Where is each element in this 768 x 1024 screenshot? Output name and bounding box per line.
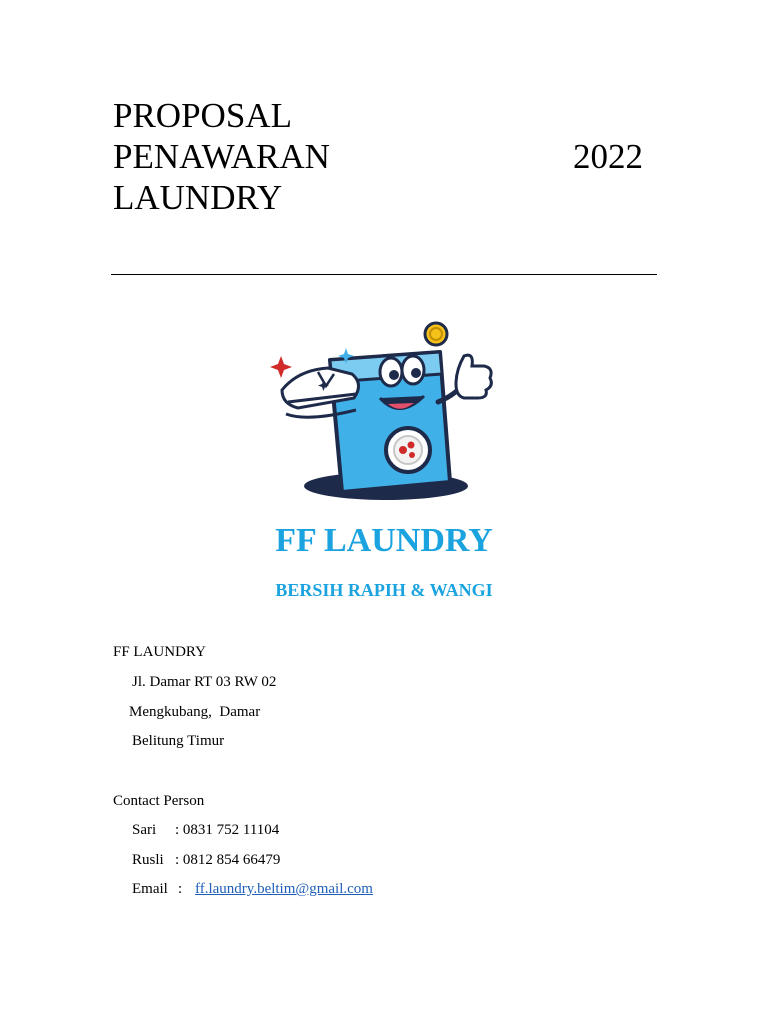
email-link[interactable]: ff.laundry.beltim@gmail.com bbox=[195, 881, 373, 897]
address-line-2 bbox=[129, 703, 260, 721]
brand-name: FF LAUNDRY bbox=[275, 522, 493, 559]
title-line-1: PROPOSAL bbox=[113, 96, 292, 135]
contact-sep: : bbox=[175, 822, 180, 838]
title-line-2: PENAWARAN bbox=[113, 137, 330, 176]
contact-sep: : bbox=[178, 881, 183, 897]
contact-row-email bbox=[132, 880, 373, 898]
address-name: FF LAUNDRY bbox=[113, 644, 206, 660]
contact-sep: : bbox=[175, 852, 180, 868]
contact-key: Rusli bbox=[132, 852, 164, 868]
contact-row-sari bbox=[132, 821, 279, 839]
brand-tagline: BERSIH RAPIH & WANGI bbox=[275, 580, 493, 600]
contact-key: Sari bbox=[132, 822, 157, 838]
contact-person-label: Contact Person bbox=[113, 793, 205, 809]
address-line-2-text: Mengkubang, Damar bbox=[129, 704, 261, 720]
contact-phone: 0812 854 66479 bbox=[182, 852, 281, 868]
address-line-3: Belitung Timur bbox=[132, 733, 225, 749]
title-line-3: LAUNDRY bbox=[113, 178, 283, 217]
contact-key: Email bbox=[132, 881, 168, 897]
title-year: 2022 bbox=[573, 137, 643, 176]
horizontal-divider bbox=[111, 274, 657, 275]
address-line-1: Jl. Damar RT 03 RW 02 bbox=[132, 674, 277, 690]
smiling-washing-machine-mascot-icon bbox=[268, 312, 500, 512]
contact-phone: 0831 752 11104 bbox=[182, 822, 280, 838]
contact-row-rusli bbox=[132, 851, 280, 869]
